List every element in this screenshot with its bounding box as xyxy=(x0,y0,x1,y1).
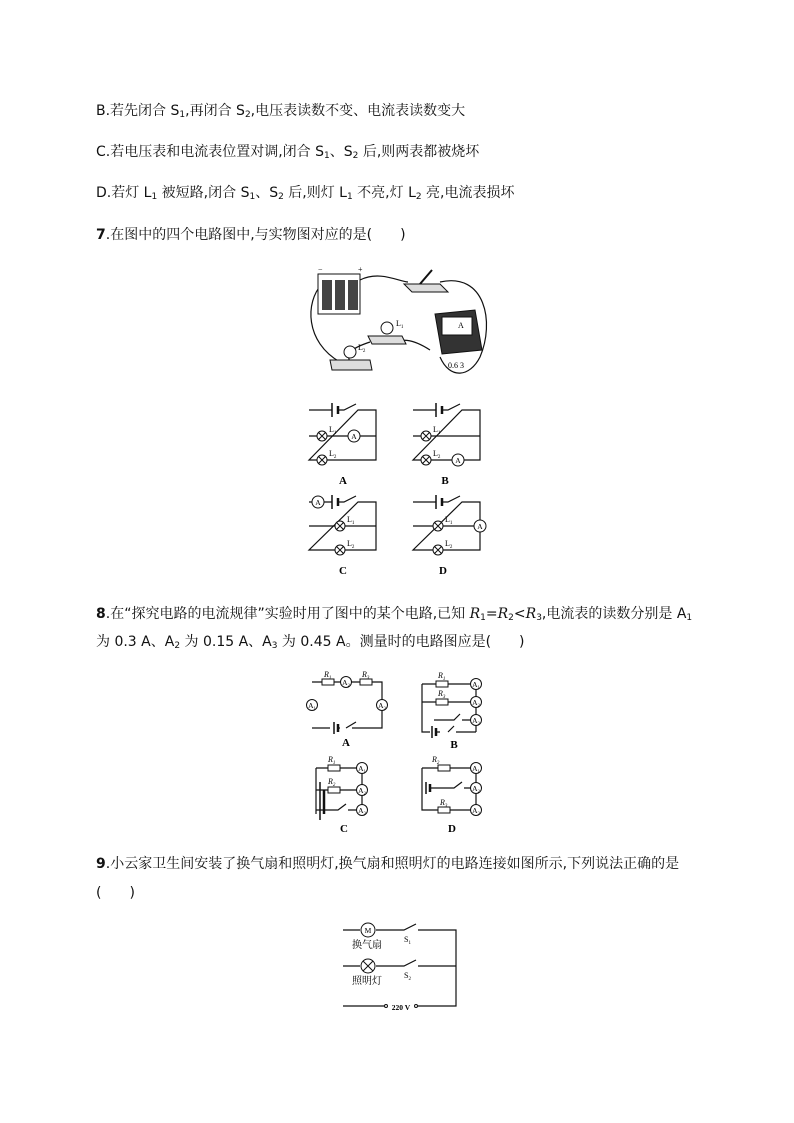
q6-option-b: B.若先闭合 $S_1$,再闭合 $S_2$,电压表读数不变、电流表读数变大 xyxy=(96,103,466,120)
q8-option-b-label: B xyxy=(450,739,458,751)
svg-text:R3: $R_3$ xyxy=(362,670,370,681)
lamp2-holder-icon xyxy=(330,343,372,370)
battery-icon xyxy=(318,265,363,314)
svg-text:A: A xyxy=(315,498,321,507)
svg-text:L2: $L_2$ xyxy=(433,449,441,460)
q8-stem-line1: 8.在“探究电路的电流规律”实验时用了图中的某个电路,已知 $R_1=R_2<R_3$,电流表的读数分别是 $A_1$ xyxy=(96,606,693,623)
q8-stem-line2: 为 0.3 A、$A_2$ 为 0.15 A、$A_3$ 为 0.45 A。测量时的电路图应是( ) xyxy=(96,634,525,651)
lamp2-label: $L_2$ xyxy=(358,343,366,354)
svg-text:R2: $R_2$ xyxy=(328,777,336,788)
voltage-label: 220 V xyxy=(391,1003,411,1012)
svg-text:S2: $S_2$ xyxy=(404,971,411,982)
svg-text:L2: $L_2$ xyxy=(347,539,355,550)
q9-stem-line1: 9.小云家卫生间安装了换气扇和照明灯,换气扇和照明灯的电路连接如图所示,下列说法正确的是 xyxy=(96,856,680,872)
q8-circuit-c xyxy=(304,752,390,836)
q7-circuit-c xyxy=(304,490,384,580)
q9-stem-line2: ( ) xyxy=(96,885,135,901)
svg-text:A1: $A_1$ xyxy=(358,764,366,774)
svg-text:L1: $L_1$ xyxy=(347,515,355,526)
q8-option-c-label: C xyxy=(340,823,348,835)
q7-circuit-d xyxy=(408,490,488,580)
svg-text:A1: $A_1$ xyxy=(308,701,316,711)
q7-option-d-label: D xyxy=(439,565,447,577)
q8-option-d-label: D xyxy=(448,823,456,835)
svg-text:A2: $A_2$ xyxy=(358,786,366,796)
switch-icon xyxy=(404,270,448,292)
svg-text:A3: $A_3$ xyxy=(358,806,366,816)
svg-text:A: A xyxy=(455,456,461,465)
svg-text:A1: $A_1$ xyxy=(472,764,480,774)
ammeter-scale: 0.6 3 xyxy=(448,361,464,370)
q8-option-a-label: A xyxy=(342,737,350,749)
svg-text:A2: $A_2$ xyxy=(472,784,480,794)
svg-text:A3: $A_3$ xyxy=(472,716,480,726)
q8-circuit-b xyxy=(418,668,494,750)
svg-text:M: M xyxy=(364,926,372,935)
q7-physical-circuit-figure xyxy=(300,262,500,380)
svg-text:R1: $R_1$ xyxy=(328,755,336,766)
svg-text:A: A xyxy=(351,432,357,441)
svg-text:R3: $R_3$ xyxy=(438,689,446,700)
q7-circuit-b xyxy=(408,400,488,490)
q9-circuit xyxy=(338,918,462,1018)
svg-text:L1: $L_1$ xyxy=(445,515,453,526)
lamp1-label: $L_1$ xyxy=(396,319,404,330)
svg-text:L1: $L_1$ xyxy=(433,425,441,436)
q7-option-c-label: C xyxy=(339,565,347,577)
battery-plus: + xyxy=(358,265,363,274)
q7-stem: 7.在图中的四个电路图中,与实物图对应的是( ) xyxy=(96,227,406,243)
svg-text:R3: $R_3$ xyxy=(440,798,448,809)
q7-option-a-label: A xyxy=(339,475,347,487)
svg-text:R1: $R_1$ xyxy=(324,670,332,681)
svg-text:R2: $R_2$ xyxy=(432,755,440,766)
lamp1-holder-icon xyxy=(368,319,406,344)
svg-text:A3: $A_3$ xyxy=(378,701,386,711)
battery-minus: − xyxy=(318,265,323,274)
svg-text:S1: $S_1$ xyxy=(404,935,411,946)
ammeter-label: A xyxy=(458,321,464,330)
svg-text:A: A xyxy=(477,522,483,531)
svg-text:A2: $A_2$ xyxy=(472,698,480,708)
q8-circuit-a xyxy=(304,670,390,750)
fan-label: 换气扇 xyxy=(352,940,382,951)
svg-text:A3: $A_3$ xyxy=(472,806,480,816)
wire-top xyxy=(360,276,408,282)
svg-text:L2: $L_2$ xyxy=(445,539,453,550)
svg-text:R1: $R_1$ xyxy=(438,671,446,682)
svg-text:L1: $L_1$ xyxy=(329,425,337,436)
q7-circuit-a xyxy=(304,400,384,490)
q6-option-d: D.若灯 $L_1$ 被短路,闭合 $S_1$、$S_2$ 后,则灯 $L_1$ 不亮,灯 $L_2$ 亮,电流表损坏 xyxy=(96,185,515,202)
svg-text:L2: $L_2$ xyxy=(329,449,337,460)
svg-text:A1: $A_1$ xyxy=(472,680,480,690)
q6-option-c: C.若电压表和电流表位置对调,闭合 $S_1$、$S_2$ 后,则两表都被烧坏 xyxy=(96,144,480,161)
q8-circuit-d xyxy=(418,752,494,836)
lamp-label: 照明灯 xyxy=(352,976,382,987)
q7-option-b-label: B xyxy=(441,475,449,487)
svg-text:A2: $A_2$ xyxy=(342,678,350,688)
